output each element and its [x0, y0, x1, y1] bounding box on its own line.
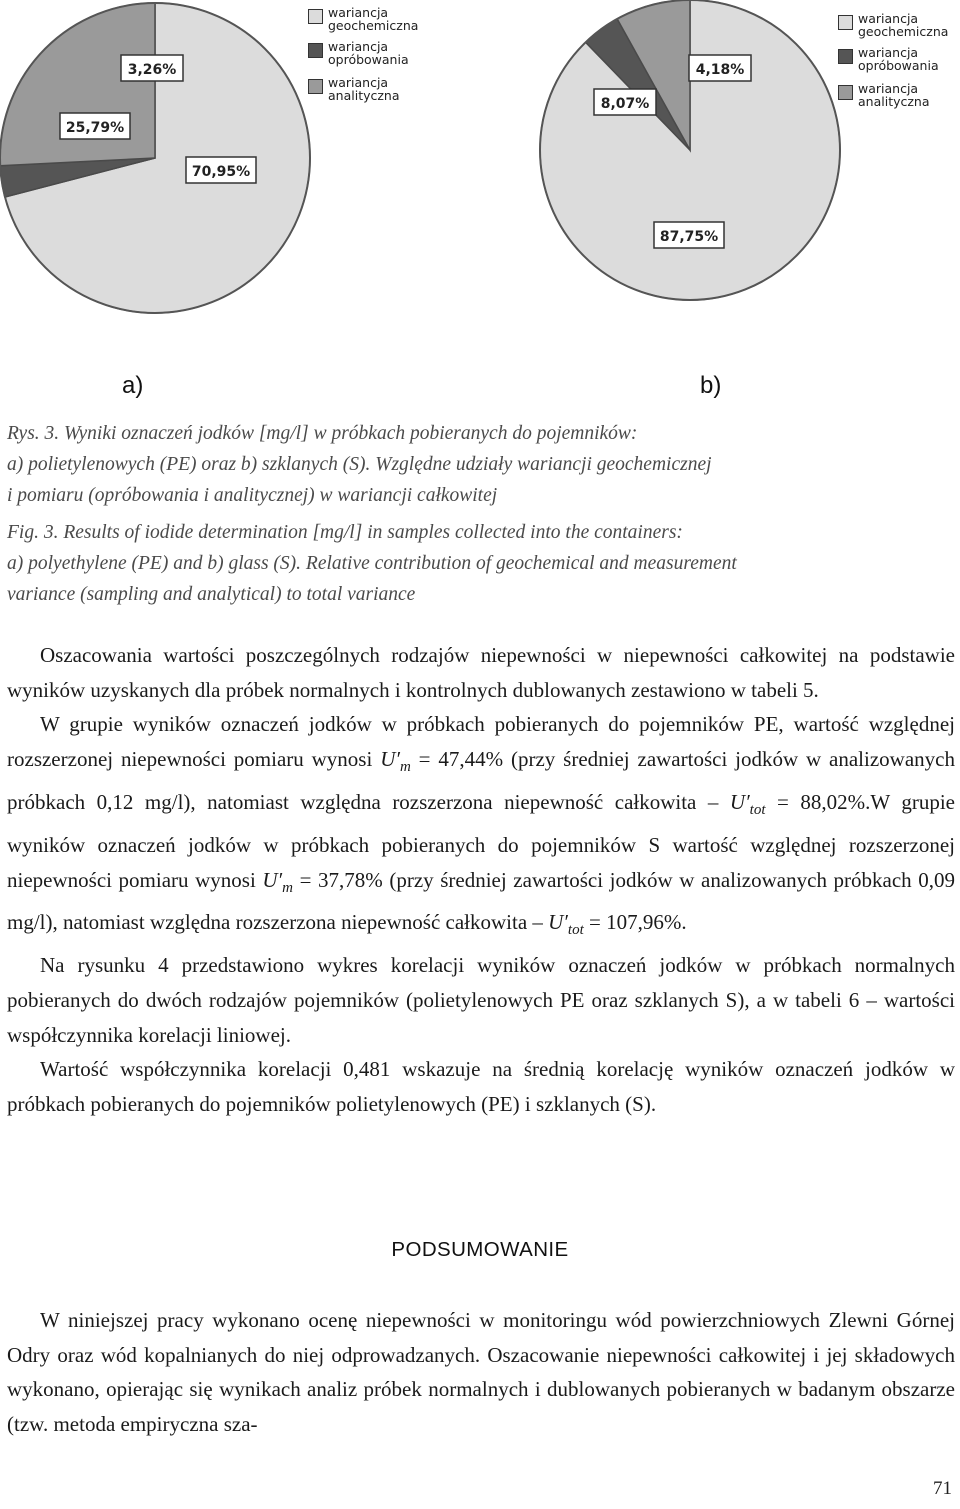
caption-line: Fig. 3. Results of iodide determination [mg/l] in samples collected into the containers:: [7, 522, 683, 543]
panel-label-a: a): [122, 372, 144, 399]
caption-line: a) polyethylene (PE) and b) glass (S). Relative contribution of geochemical and measurement: [7, 553, 737, 574]
legend-swatch: [308, 43, 323, 58]
summary-paragraph: W niniejszej pracy wykonano ocenę niepewności w monitoringu wód powierzchniowych Zlewni Górnej Odry oraz wód kopalnianych do niej odprowadzanych. Oszacowanie niepewności całkowitej i jej składowych wykonano, opierając się wynikach analiz próbek normalnych i dublowanych pobieranych w badanym obszarze (tzw. metoda empiryczna sza-: [7, 1308, 955, 1437]
paragraph-2: [7, 707, 955, 948]
section-heading: PODSUMOWANIE: [391, 1238, 569, 1261]
formula-subscript: m: [399, 759, 411, 776]
formula-subscript: tot: [567, 922, 584, 939]
figure-charts: [0, 0, 960, 360]
panel-label-b: b): [700, 372, 722, 399]
pie-slice: [0, 3, 155, 166]
data-label: 25,79%: [65, 120, 125, 136]
pie-chart-a: [0, 3, 310, 313]
legend-swatch: [838, 15, 853, 30]
formula-subscript: m: [282, 879, 293, 896]
legend-swatch: [308, 9, 323, 24]
data-label: 4,18%: [695, 62, 745, 78]
formula-symbol: U′: [548, 910, 568, 935]
legend-label: wariancja geochemiczna: [858, 11, 949, 39]
paragraph-4: Wartość współczynnika korelacji 0,481 wskazuje na średnią korelację wyników oznaczeń jodków w próbkach pobieranych do pojemników polietylenowych (PE) i szklanych (S).: [7, 1057, 955, 1117]
formula-symbol: U′: [262, 867, 283, 892]
text-segment: = 107,96%.: [583, 910, 687, 935]
caption-line: Rys. 3. Wyniki oznaczeń jodków [mg/l] w próbkach pobieranych do pojemników:: [7, 423, 638, 444]
legend-swatch: [838, 49, 853, 64]
formula-subscript: tot: [749, 802, 766, 819]
caption-line: a) polietylenowych (PE) oraz b) szklanych (S). Względne udziały wariancji geochemicznej: [7, 454, 712, 475]
formula-u-tot: [548, 910, 584, 939]
pie-chart-b: [540, 0, 840, 300]
caption-line: i pomiaru (opróbowania i analitycznej) w wariancji całkowitej: [7, 485, 498, 506]
data-label: 8,07%: [600, 96, 650, 112]
legend-swatch: [308, 79, 323, 94]
summary-text: [7, 1303, 955, 1442]
caption-line: variance (sampling and analytical) to total variance: [7, 584, 416, 605]
paragraph-3: Na rysunku 4 przedstawiono wykres korelacji wyników oznaczeń jodków w próbkach normalnych pobieranych do dwóch rodzajów pojemników (polietylenowych PE oraz szklanych S), a w tabeli 6 – wartości współczynnika korelacji liniowej.: [7, 953, 955, 1047]
data-label: 70,95%: [191, 164, 251, 180]
legend-label: wariancja opróbowania: [328, 39, 409, 67]
body-text: [7, 638, 955, 1122]
page-number: 71: [933, 1478, 952, 1499]
legend-label: wariancja geochemiczna: [328, 5, 419, 33]
paragraph-1: Oszacowania wartości poszczególnych rodzajów niepewności w niepewności całkowitej na podstawie wyników uzyskanych dla próbek normalnych i kontrolnych dublowanych zestawiono w tabeli 5.: [7, 643, 955, 702]
figure-caption-english: [7, 517, 957, 610]
formula-symbol: U′: [380, 747, 400, 772]
text-segment: = 88,02%.W grupie wyników oznaczeń jodków w próbkach pobieranych do pojemników S wartość względnej rozszerzonej niepewności pomiaru wynosi: [7, 790, 955, 892]
figure-caption-polish: [7, 418, 957, 511]
formula-symbol: U′: [729, 790, 750, 814]
text-segment: W grupie wyników oznaczeń jodków w próbkach pobieranych do pojemników PE, wartość względnej rozszerzonej niepewności pomiaru wynosi: [7, 712, 955, 772]
legend-label: wariancja analityczna: [858, 81, 930, 109]
data-label: 3,26%: [127, 62, 177, 78]
legend-label: wariancja analityczna: [328, 75, 400, 103]
text-segment: = 37,78% (przy średniej zawartości jodków w analizowanych próbkach 0,09 mg/l), natomiast względna rozszerzona niepewność całkowita –: [7, 867, 955, 935]
text-segment: = 47,44% (przy średniej zawartości jodków w analizowanych próbkach 0,12 mg/l), natomiast względna rozszerzona niepewność całkowita –: [7, 747, 955, 814]
legend-label: wariancja opróbowania: [858, 45, 939, 73]
formula-u-m: [380, 747, 411, 776]
data-label: 87,75%: [659, 229, 719, 245]
formula-u-m: [262, 867, 293, 896]
legend-swatch: [838, 85, 853, 100]
formula-u-tot: [729, 790, 766, 819]
